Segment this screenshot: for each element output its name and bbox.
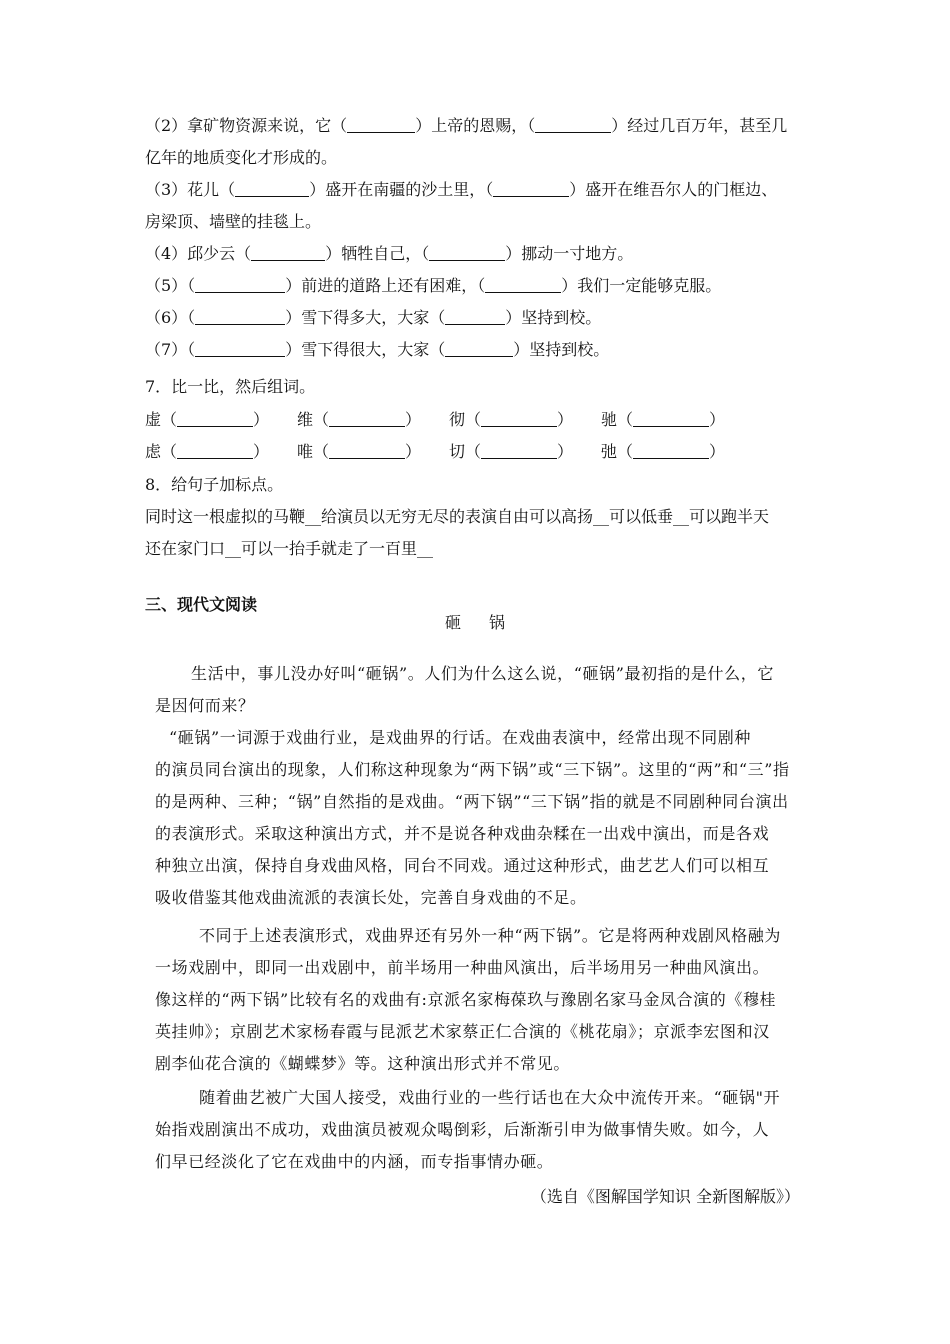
article-paragraph-3: 不同于上述表演形式，戏曲界还有另外一种“两下锅”。它是将两种戏剧风格融为 一场戏剧中，即同一出戏剧中，前半场用一种曲风演出，后半场用另一种曲风演出。 像这样的“两下锅”比较有名的戏曲有:京派名家梅葆玖与豫剧名家马金凤合演的《穆桂 英挂帅》；京剧艺术家杨春霞与昆派艺术家蔡正仁合演的《桃花扇》；京派李宏图和汉 剧李仙花合演的《蝴蝶梦》等。这种演出形式并不常见。 (155, 926, 781, 1073)
answer-blank[interactable] (445, 338, 513, 357)
answer-blank[interactable] (347, 114, 415, 133)
q6-items (145, 110, 787, 366)
q6-item-2: （2）拿矿物资源来说，它（ ）上帝的恩赐，（ ）经过几百万年，甚至几 (145, 116, 788, 135)
answer-blank[interactable] (251, 242, 325, 261)
answer-blank[interactable] (329, 408, 405, 427)
q7-row-2 (145, 436, 753, 468)
answer-blank[interactable] (485, 274, 561, 293)
answer-blank[interactable] (429, 242, 505, 261)
q6-item-7: （7）（ ）雪下得很大，大家（ ）坚持到校。 (145, 340, 610, 359)
q6-item-3-cont: 房梁顶、墙壁的挂毯上。 (145, 212, 322, 231)
q8-sentence-line-2: 还在家门口__可以一抬手就走了一百里__ (145, 539, 434, 558)
answer-blank[interactable] (177, 408, 253, 427)
answer-blank[interactable] (445, 306, 505, 325)
q6-item-5: （5）（ ）前进的道路上还有困难，（ ）我们一定能够克服。 (145, 276, 722, 295)
q7-cell: 弛（ ） (601, 442, 726, 461)
answer-blank[interactable] (195, 274, 285, 293)
answer-blank[interactable] (177, 440, 253, 459)
section-heading: 三、现代文阅读 (145, 595, 258, 614)
q7-cell: 虑（ ） (145, 442, 270, 461)
q8-title: 8．给句子加标点。 (145, 475, 284, 494)
q6-item-2-cont: 亿年的地质变化才形成的。 (145, 148, 338, 167)
answer-blank[interactable] (633, 440, 709, 459)
answer-blank[interactable] (195, 306, 285, 325)
article-source: （选自《图解国学知识 全新图解版》） (530, 1187, 800, 1206)
answer-blank[interactable] (329, 440, 405, 459)
article-title: 砸 锅 (444, 613, 506, 632)
article-paragraph-2: “砸锅”一词源于戏曲行业，是戏曲界的行话。在戏曲表演中，经常出现不同剧种 的演员同台演出的现象，人们称这种现象为“两下锅”或“三下锅”。这里的“两”和“三”指 的是两种、三种；“锅”自然指的是戏曲。“两下锅”“三下锅”指的就是不同剧种同台演出 的表演形式。采取这种演出方式，并不是说各种戏曲杂糅在一出戏中演出，而是各戏 种独立出演，保持自身戏曲风格，同台不同戏。通过这种形式，曲艺艺人们可以相互 吸收借鉴其他戏曲流派的表演长处，完善自身戏曲的不足。 (155, 728, 790, 907)
q7-cell: 维（ ） (297, 410, 422, 429)
q6-item-4: （4）邱少云（ ）牺牲自己，（ ）挪动一寸地方。 (145, 244, 634, 263)
answer-blank[interactable] (633, 408, 709, 427)
article-paragraph-4: 随着曲艺被广大国人接受，戏曲行业的一些行话也在大众中流传开来。“砸锅"开 始指戏剧演出不成功，戏曲演员被观众喝倒彩，后渐渐引申为做事情失败。如今，人 们早已经淡化了它在戏曲中的内涵，而专指事情办砸。 (155, 1088, 781, 1171)
q7-grid (145, 404, 753, 468)
q7-title: 7．比一比，然后组词。 (145, 377, 316, 396)
article-paragraph-1: 生活中，事儿没办好叫“砸锅”。人们为什么这么说，“砸锅”最初指的是什么，它 是因何而来？ (155, 664, 774, 715)
q7-cell: 切（ ） (449, 442, 574, 461)
answer-blank[interactable] (195, 338, 285, 357)
q6-item-6: （6）（ ）雪下得多大，大家（ ）坚持到校。 (145, 308, 602, 327)
q7-cell: 彻（ ） (449, 410, 574, 429)
q7-cell: 唯（ ） (297, 442, 422, 461)
q7-row-1 (145, 404, 753, 436)
answer-blank[interactable] (481, 440, 557, 459)
q6-item-3: （3）花儿（ ）盛开在南疆的沙土里，（ ）盛开在维吾尔人的门框边、 (145, 180, 778, 199)
answer-blank[interactable] (535, 114, 611, 133)
answer-blank[interactable] (493, 178, 569, 197)
q7-cell: 虚（ ） (145, 410, 270, 429)
q8-sentence-line-1: 同时这一根虚拟的马鞭__给演员以无穷无尽的表演自由可以高扬__可以低垂__可以跑半天 (145, 507, 770, 526)
q7-cell: 驰（ ） (601, 410, 726, 429)
answer-blank[interactable] (481, 408, 557, 427)
answer-blank[interactable] (235, 178, 309, 197)
